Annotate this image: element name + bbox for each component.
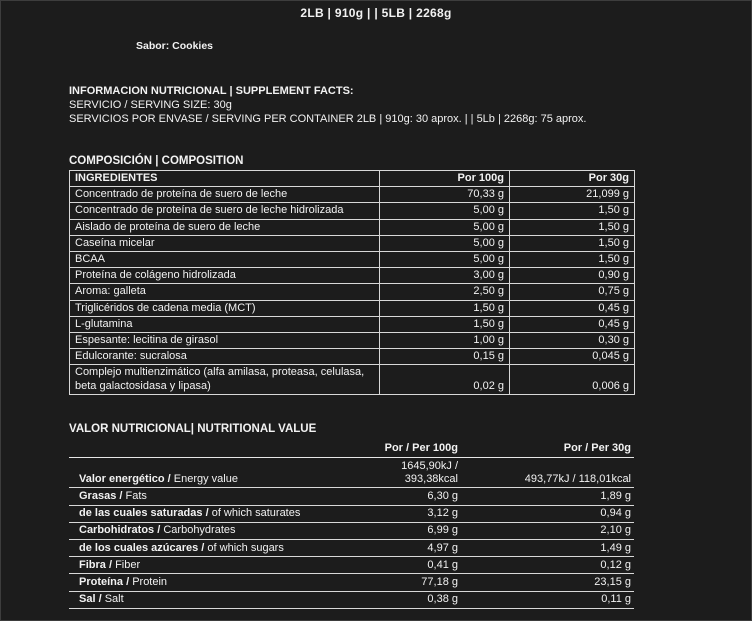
value-per-100g: 6,30 g <box>359 488 461 505</box>
ingredient-name: Concentrado de proteína de suero de leche hidrolizada <box>70 203 380 219</box>
value-per-100g: 3,12 g <box>359 505 461 522</box>
ingredient-name: Caseína micelar <box>70 235 380 251</box>
supplement-facts-info <box>69 84 751 126</box>
nutrient-label: Proteína / Protein <box>69 574 359 591</box>
package-sizes: 2LB | 910g | | 5LB | 2268g <box>300 6 452 20</box>
nutrition-row <box>69 557 634 574</box>
nutrient-label: Fibra / Fiber <box>69 557 359 574</box>
value-per-30g: 1,50 g <box>510 203 635 219</box>
nutrient-label: Grasas / Fats <box>69 488 359 505</box>
ingredient-name: Proteína de colágeno hidrolizada <box>70 268 380 284</box>
nutrition-row <box>69 574 634 591</box>
value-per-100g: 5,00 g <box>380 252 510 268</box>
composition-table <box>69 170 635 395</box>
ingredient-name: Complejo multienzimático (alfa amilasa, proteasa, celulasa, beta galactosidasa y lipasa) <box>70 365 380 394</box>
nutrient-label: Valor energético / Energy value <box>69 458 359 488</box>
serving-size: SERVICIO / SERVING SIZE: 30g <box>69 99 232 111</box>
value-per-100g: 0,02 g <box>380 365 510 394</box>
ingredient-name: L-glutamina <box>70 316 380 332</box>
value-per-100g: 1645,90kJ / 393,38kcal <box>359 458 461 488</box>
ingredient-row <box>70 187 635 203</box>
value-per-30g: 0,30 g <box>510 333 635 349</box>
value-per-100g: 77,18 g <box>359 574 461 591</box>
value-per-30g: 0,11 g <box>461 591 634 608</box>
per-30g-header: Por 30g <box>510 171 635 187</box>
nutrition-row <box>69 540 634 557</box>
ingredient-name: Aislado de proteína de suero de leche <box>70 219 380 235</box>
composition-title: COMPOSICIÓN | COMPOSITION <box>69 155 244 167</box>
ingredient-row <box>70 316 635 332</box>
nutrient-label: Carbohidratos / Carbohydrates <box>69 522 359 539</box>
value-per-30g: 0,75 g <box>510 284 635 300</box>
value-per-30g: 23,15 g <box>461 574 634 591</box>
value-per-30g: 0,12 g <box>461 557 634 574</box>
value-per-30g: 1,50 g <box>510 219 635 235</box>
ingredient-row <box>70 219 635 235</box>
ingredient-row <box>70 268 635 284</box>
nutrition-row <box>69 505 634 522</box>
ingredient-row <box>70 349 635 365</box>
value-per-30g: 2,10 g <box>461 522 634 539</box>
value-per-100g: 0,41 g <box>359 557 461 574</box>
value-per-30g: 21,099 g <box>510 187 635 203</box>
per-100g-header: Por / Per 100g <box>359 441 461 458</box>
value-per-100g: 6,99 g <box>359 522 461 539</box>
ingredient-row <box>70 252 635 268</box>
value-per-100g: 5,00 g <box>380 235 510 251</box>
ingredient-row <box>70 333 635 349</box>
value-per-30g: 493,77kJ / 118,01kcal <box>461 458 634 488</box>
ingredient-row <box>70 300 635 316</box>
value-per-30g: 0,45 g <box>510 316 635 332</box>
ingredient-name: Concentrado de proteína de suero de leche <box>70 187 380 203</box>
value-per-100g: 5,00 g <box>380 219 510 235</box>
nutrition-row <box>69 488 634 505</box>
value-per-30g: 0,45 g <box>510 300 635 316</box>
ingredient-name: BCAA <box>70 252 380 268</box>
nutrition-row <box>69 591 634 608</box>
nutrition-empty-header <box>69 441 359 458</box>
value-per-100g: 5,00 g <box>380 203 510 219</box>
nutrient-label: de las cuales saturadas / of which saturates <box>69 505 359 522</box>
value-per-30g: 1,49 g <box>461 540 634 557</box>
flavor-label: Sabor: Cookies <box>136 40 214 52</box>
nutrition-row <box>69 458 634 488</box>
value-per-100g: 4,97 g <box>359 540 461 557</box>
value-per-30g: 1,50 g <box>510 235 635 251</box>
ingredients-header: INGREDIENTES <box>70 171 380 187</box>
per-100g-header: Por 100g <box>380 171 510 187</box>
value-per-100g: 3,00 g <box>380 268 510 284</box>
value-per-100g: 0,38 g <box>359 591 461 608</box>
value-per-30g: 0,006 g <box>510 365 635 394</box>
nutrition-table <box>69 441 634 609</box>
info-title: INFORMACION NUTRICIONAL | SUPPLEMENT FACTS: <box>69 85 354 97</box>
value-per-100g: 1,00 g <box>380 333 510 349</box>
value-per-100g: 1,50 g <box>380 300 510 316</box>
nutrition-header-row <box>69 441 634 458</box>
nutrient-label: Sal / Salt <box>69 591 359 608</box>
servings-per-container: SERVICIOS POR ENVASE / SERVING PER CONTAINER 2LB | 910g: 30 aprox. | | 5Lb | 2268g: 75 aprox. <box>69 113 587 125</box>
value-per-30g: 0,94 g <box>461 505 634 522</box>
ingredient-name: Triglicéridos de cadena media (MCT) <box>70 300 380 316</box>
nutrient-label: de los cuales azúcares / of which sugars <box>69 540 359 557</box>
ingredient-row <box>70 203 635 219</box>
value-per-30g: 0,90 g <box>510 268 635 284</box>
ingredient-name: Aroma: galleta <box>70 284 380 300</box>
ingredient-name: Edulcorante: sucralosa <box>70 349 380 365</box>
value-per-100g: 0,15 g <box>380 349 510 365</box>
composition-header-row <box>70 171 635 187</box>
ingredient-row <box>70 284 635 300</box>
nutrition-title: VALOR NUTRICIONAL| NUTRITIONAL VALUE <box>69 422 317 435</box>
ingredient-row <box>70 235 635 251</box>
value-per-100g: 70,33 g <box>380 187 510 203</box>
value-per-30g: 1,89 g <box>461 488 634 505</box>
value-per-30g: 0,045 g <box>510 349 635 365</box>
value-per-100g: 2,50 g <box>380 284 510 300</box>
ingredient-row <box>70 365 635 394</box>
nutrition-row <box>69 522 634 539</box>
value-per-30g: 1,50 g <box>510 252 635 268</box>
per-30g-header: Por / Per 30g <box>461 441 634 458</box>
ingredient-name: Espesante: lecitina de girasol <box>70 333 380 349</box>
value-per-100g: 1,50 g <box>380 316 510 332</box>
